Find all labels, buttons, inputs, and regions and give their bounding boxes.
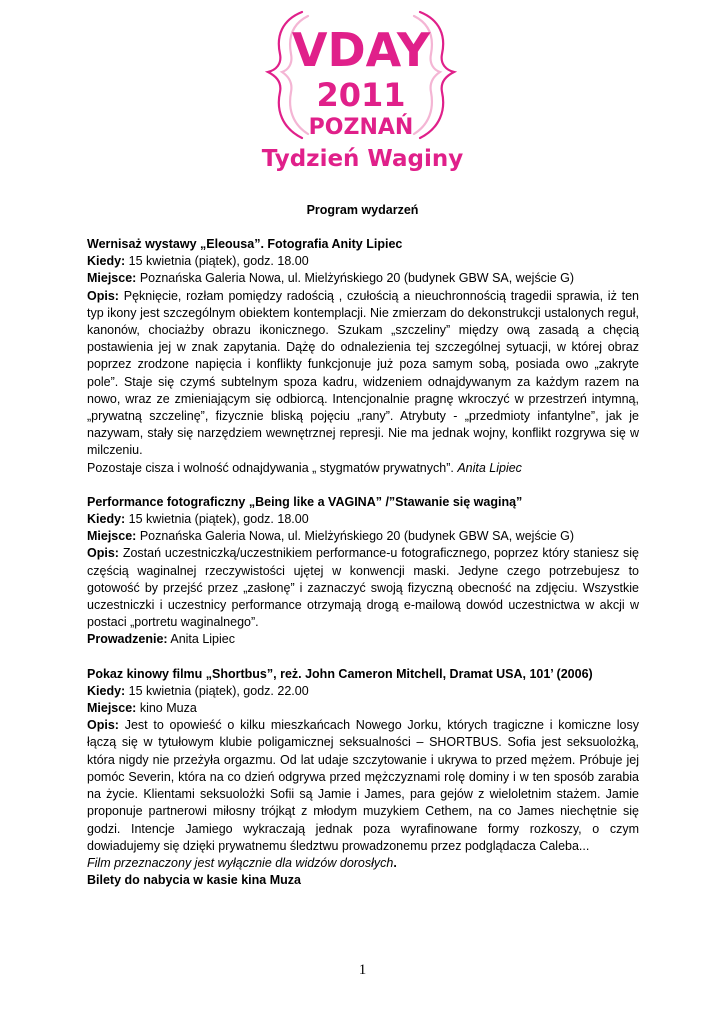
event-heading: Pokaz kinowy filmu „Shortbus”, reż. John Cameron Mitchell, Dramat USA, 101’ (2006) xyxy=(87,666,593,681)
event-where xyxy=(87,270,639,287)
host-label: Prowadzenie: xyxy=(87,632,168,647)
where-value: kino Muza xyxy=(136,701,197,716)
event-description xyxy=(87,717,639,855)
page-number: 1 xyxy=(358,962,367,978)
when-label: Kiedy: xyxy=(87,512,126,527)
event-description xyxy=(87,545,639,631)
event-where xyxy=(87,528,639,545)
closing-text: Pozostaje cisza i wolność odnajdywania „ stygmatów prywatnych”. xyxy=(87,460,458,475)
event-when xyxy=(87,511,639,528)
logo-year-text: 2011 xyxy=(316,76,406,114)
event-when xyxy=(87,253,639,270)
logo-city-text: POZNAŃ xyxy=(308,115,414,140)
vday-logo xyxy=(262,6,460,148)
page-title: Tydzień Waginy xyxy=(261,146,464,172)
desc-text: Zostań uczestniczką/uczestnikiem performance-u fotograficznego, poprzez który staniesz się częścią waginalnej rzeczywistości ujętej w konwencji maski. Jedyne czego potrzebujesz to gotowość by przejść przez „zasłonę” i zaznaczyć swoją fizyczną obecność na zdjęciu. Wszystkie uczestniczki i uczestnicy performance otrzymają drogą e-mailową dowód uczestnictwa w akcji w postaci „portretu waginalnego”. xyxy=(87,546,639,630)
event-heading: Performance fotograficzny „Being like a VAGINA” /”Stawanie się waginą” xyxy=(87,494,523,509)
desc-label: Opis: xyxy=(87,288,119,303)
when-label: Kiedy: xyxy=(87,254,126,269)
event-note xyxy=(87,855,639,872)
event-closing xyxy=(87,460,639,477)
event-heading: Wernisaż wystawy „Eleousa”. Fotografia Anity Lipiec xyxy=(87,237,403,251)
event-host xyxy=(87,631,639,648)
where-value: Poznańska Galeria Nowa, ul. Mielżyńskiego 20 (budynek GBW SA, wejście G) xyxy=(136,529,575,544)
where-label: Miejsce: xyxy=(87,271,137,286)
note-end: . xyxy=(393,855,397,870)
event-where xyxy=(87,700,639,717)
program-content xyxy=(87,236,639,889)
logo-vday-text: VDAY xyxy=(291,23,431,77)
when-value: 15 kwietnia (piątek), godz. 18.00 xyxy=(125,254,309,269)
program-subtitle: Program wydarzeń xyxy=(306,203,419,217)
desc-text: Jest to opowieść o kilku mieszkańcach Nowego Jorku, których tragiczne i komiczne losy łączą się w tytułowym klubie poligamicznej seksualności – SHORTBUS. Sofia jest seksuolożką, która nigdy nie przeżyła orgazmu. Od lat udaje szczytowanie i ukrywa to przed mężem. Próbuje jej pomóc Severin, która na co dzień odgrywa przed mężczyznami rolę dominy i w ten sposób zarabia na życie. Klientami seksuolożki Sofii są Jamie i James, para gejów z wieloletnim stażem. Jamie proponuje partnerowi miłosny trójkąt z młodym muzykiem Cethem, na co James niechętnie się godzi. Intencje Jamiego wykraczają jednak poza wyrafinowane formy rozkoszy, o czym dowiadujemy się dzięki prywatnemu śledztwu prowadzonemu przez podglądacza Caleba... xyxy=(87,718,639,853)
when-label: Kiedy: xyxy=(87,683,126,698)
where-value: Poznańska Galeria Nowa, ul. Mielżyńskiego 20 (budynek GBW SA, wejście G) xyxy=(136,271,575,286)
desc-label: Opis: xyxy=(87,718,119,733)
when-value: 15 kwietnia (piątek), godz. 22.00 xyxy=(125,683,309,698)
desc-label: Opis: xyxy=(87,546,119,561)
desc-text: Pęknięcie, rozłam pomiędzy radością , czułością a nieuchronnością tragedii sprawia, iż ten typ ikony jest szczególnym obiektem kontemplacji. Nie zmierzam do dekonstrukcji ustalonych reguł, kanonów, chociażby obrazu ikonicznego. Szukam „szczeliny” między ową zasadą a chęcią postawienia jej w znak zapytania. Dążę do odnalezienia tej szczególnej sytuacji, w której obraz poprzez zrodzone napięcia i konflikty funkcjonuje już poza samym sobą, posiada owo „zakryte pole”. Staje się czymś subtelnym spoza kadru, widzeniem odnajdywanym za każdym razem na nowo, wraz ze zmieniającym się odbiorcą. Intencjonalnie pragnę wkroczyć w przestrzeń intymną, „prywatną szczelinę”, fizycznie bliską pojęciu „rany”. Atrybuty - „przedmioty infantylne”, jak je nazywam, stały się narzędziem wewnętrznej represji. Nie ma jednak wojny, konflikt rozgrywa się w milczeniu. xyxy=(87,288,639,458)
where-label: Miejsce: xyxy=(87,701,137,716)
when-value: 15 kwietnia (piątek), godz. 18.00 xyxy=(125,512,309,527)
event-tickets: Bilety do nabycia w kasie kina Muza xyxy=(87,873,301,888)
event-description xyxy=(87,288,639,460)
event-when xyxy=(87,683,639,700)
note-text: Film przeznaczony jest wyłącznie dla widzów dorosłych xyxy=(87,855,394,870)
where-label: Miejsce: xyxy=(87,529,137,544)
host-value: Anita Lipiec xyxy=(167,632,235,647)
closing-author: Anita Lipiec xyxy=(457,460,522,475)
